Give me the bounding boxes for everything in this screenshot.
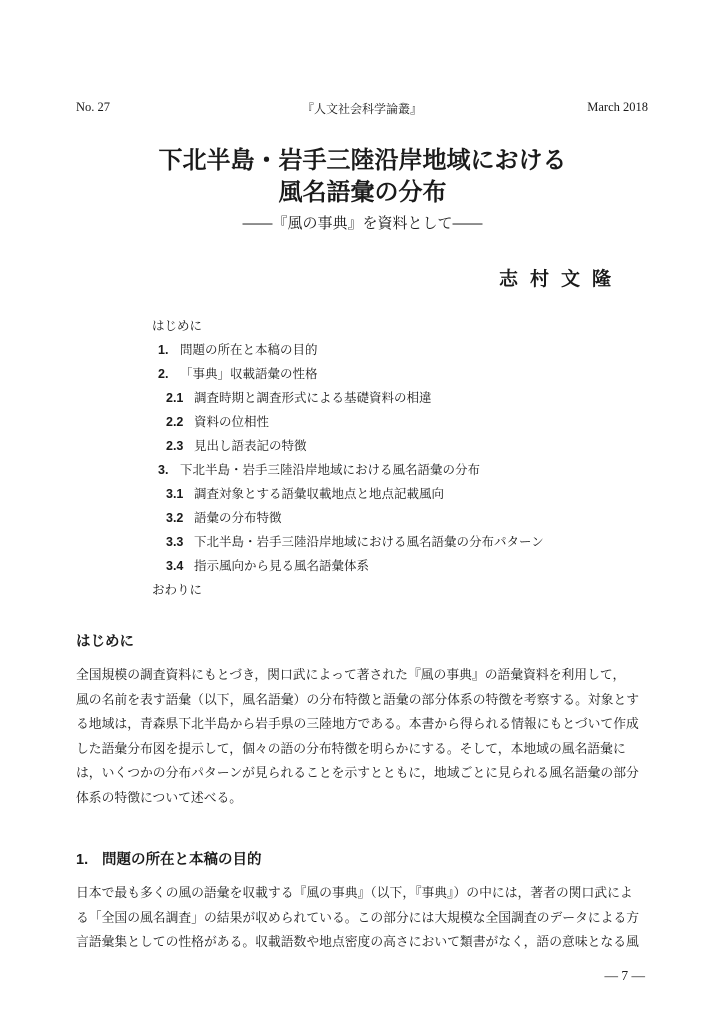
text-line: 日本で最も多くの風の語彙を収載する『風の事典』（以下，『事典』）の中には，著者の関口武によ — [76, 886, 633, 901]
text-line: る地域は，青森県下北半島から岩手県の三陸地方である。本書から得られる情報にもとづいて作成 — [76, 717, 639, 732]
toc-item — [166, 508, 282, 526]
section-heading-intro — [76, 630, 134, 651]
toc-item-number: 2.1 — [166, 391, 184, 405]
toc-item-number: 3.2 — [166, 511, 184, 525]
toc-item — [166, 412, 269, 430]
toc-item-text: 語彙の分布特徴 — [194, 510, 282, 525]
toc-item-text: 調査対象とする語彙収載地点と地点記載風向 — [194, 486, 445, 501]
toc-item-number: 2.2 — [166, 415, 184, 429]
toc-item-number: 3.3 — [166, 535, 184, 549]
toc-item — [166, 484, 444, 502]
section-number: 1. — [76, 852, 89, 868]
toc-item-number: 3. — [158, 463, 169, 477]
issue-number: No. 27 — [76, 100, 111, 114]
text-line: る「全国の風名調査」の結果が収められている。この部分には大規模な全国調査のデータによる方 — [76, 910, 640, 926]
title-line-1: 下北半島・岩手三陸沿岸地域における — [158, 145, 567, 174]
text-line: 言語彙集としての性格がある。収載語数や地点密度の高さにおいて類書がなく，語の意味となる風 — [76, 935, 639, 950]
text-line: した語彙分布図を提示して，個々の語の分布特徴を明らかにする。そして，本地域の風名語彙に — [76, 741, 626, 757]
toc-item-text: 資料の位相性 — [194, 414, 270, 429]
toc-item-text: おわりに — [152, 582, 203, 597]
text-line: は，いくつかの分布パターンが見られることを示すとともに，地域ごとに見られる風名語彙の部分 — [76, 766, 639, 781]
toc-item — [166, 436, 307, 454]
toc-item — [158, 364, 318, 382]
text-line: 全国規模の調査資料にもとづき，関口武によって著された『風の事典』の語彙資料を利用して， — [76, 668, 626, 683]
toc-item — [166, 532, 544, 550]
toc-item-text: 指示風向から見る風名語彙体系 — [194, 558, 370, 573]
toc-item-number: 3.1 — [166, 487, 184, 501]
text-line: 風の名前を表す語彙（以下，風名語彙）の分布特徴と語彙の部分体系の特徴を考察する。対象とす — [76, 692, 640, 708]
toc-item-text: 下北半島・岩手三陸沿岸地域における風名語彙の分布 — [180, 462, 481, 477]
toc-item — [166, 556, 369, 574]
toc-item — [152, 316, 202, 334]
toc-item — [158, 460, 480, 478]
issue-date: March 2018 — [587, 100, 648, 114]
paper-subtitle: ――『風の事典』を資料として―― — [242, 214, 483, 232]
journal-name: 『人文社会科学論叢』 — [301, 102, 422, 116]
section-heading-text: 問題の所在と本稿の目的 — [102, 852, 262, 868]
toc-item-text: 調査時期と調査形式による基礎資料の相違 — [194, 390, 432, 405]
toc-item — [158, 340, 318, 358]
paper-title — [0, 144, 725, 208]
toc-item-text: 下北半島・岩手三陸沿岸地域における風名語彙の分布パターン — [194, 534, 544, 549]
text-line: 体系の特徴について述べる。 — [76, 790, 243, 806]
toc-item-number: 2.3 — [166, 439, 184, 453]
intro-paragraph — [76, 664, 648, 811]
toc-item-text: はじめに — [152, 318, 203, 333]
toc-item-text: 問題の所在と本稿の目的 — [180, 342, 318, 357]
running-header — [76, 100, 648, 120]
section-heading-1 — [76, 848, 262, 869]
toc-item — [166, 388, 432, 406]
author-name: 志村文隆 — [498, 268, 623, 290]
page-number: ― 7 ― — [604, 968, 645, 983]
toc-item-text: 見出し語表記の特徴 — [194, 438, 307, 453]
title-line-2: 風名語彙の分布 — [278, 177, 447, 206]
section-1-paragraph — [76, 882, 648, 956]
section-heading-text: はじめに — [76, 634, 134, 650]
toc-item-number: 1. — [158, 343, 169, 357]
toc-item-number: 2. — [158, 367, 169, 381]
toc-item-text: 「事典」収載語彙の性格 — [180, 366, 318, 381]
toc-item-number: 3.4 — [166, 559, 184, 573]
toc-item — [152, 580, 202, 598]
